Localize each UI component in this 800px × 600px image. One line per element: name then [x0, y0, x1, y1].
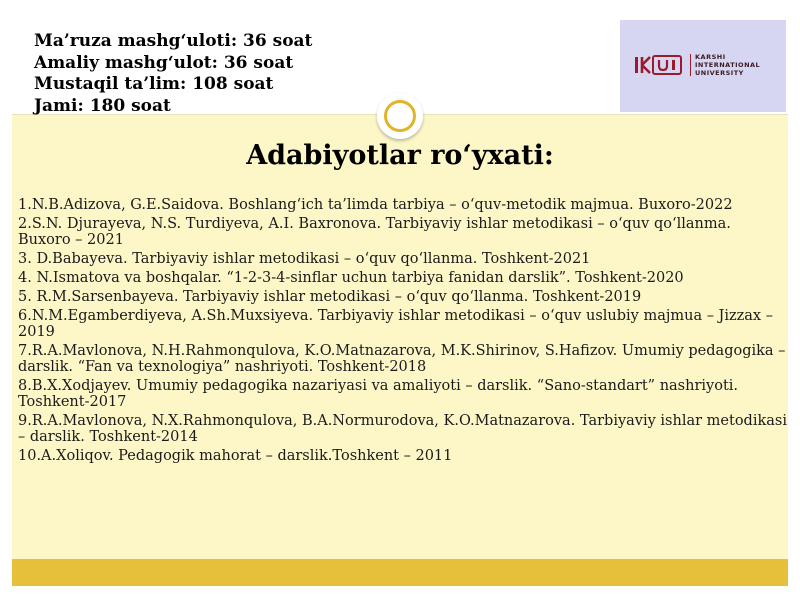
logo-line: KARSHI	[695, 53, 726, 61]
logo-line: UNIVERSITY	[695, 69, 744, 77]
footer-band	[12, 559, 788, 586]
list-item: 1.N.B.Adizova, G.E.Saidova. Boshlang‘ich ta’limda tarbiya – o‘quv-metodik majmua. Buxoro-2022	[18, 197, 733, 213]
practical-hours: Amaliy mashg‘ulot: 36 soat	[34, 52, 294, 73]
list-item: 6.N.M.Egamberdiyeva, A.Sh.Muxsiyeva. Tarbiyaviy ishlar metodikasi – o‘quv uslubiy majmua – Jizzax – 2019	[18, 308, 773, 341]
slide	[12, 14, 788, 586]
reference-list	[18, 198, 788, 468]
ring-ornament-inner	[384, 100, 416, 132]
list-item: 9.R.A.Mavlonova, N.X.Rahmonqulova, B.A.Normurodova, K.O.Matnazarova. Tarbiyaviy ishlar metodikasi – darslik. Toshkent-2014	[18, 412, 787, 445]
total-hours: Jami: 180 soat	[34, 95, 171, 116]
list-item: 5. R.M.Sarsenbayeva. Tarbiyaviy ishlar metodikasi – o‘quv qo‘llanma. Toshkent-2019	[18, 289, 642, 306]
logo-divider	[690, 54, 691, 76]
kiu-logo-icon	[634, 54, 684, 76]
ring-ornament	[377, 93, 423, 139]
list-item: 2.S.N. Djurayeva, N.S. Turdiyeva, A.I. Baxronova. Tarbiyaviy ishlar metodikasi – o‘quv qo‘llanma. Buxoro – 2021	[18, 216, 731, 248]
university-logo	[620, 20, 786, 112]
lecture-hours: Ma’ruza mashg‘uloti: 36 soat	[34, 31, 313, 51]
logo-wordmark	[695, 53, 760, 77]
list-item: 4. N.Ismatova va boshqalar. “1-2-3-4-sinflar uchun tarbiya fanidan darslik”. Toshkent-2020	[18, 270, 684, 287]
course-hours	[34, 31, 312, 117]
list-item: 8.B.X.Xodjayev. Umumiy pedagogika nazariyasi va amaliyoti – darslik. “Sano-standart” nashriyoti. Toshkent-2017	[18, 378, 739, 410]
list-item: 10.A.Xoliqov. Pedagogik mahorat – darslik.Toshkent – 2011	[18, 447, 453, 464]
page-title: Adabiyotlar ro‘yxati:	[246, 140, 554, 171]
list-item: 7.R.A.Mavlonova, N.H.Rahmonqulova, K.O.Matnazarova, M.K.Shirinov, S.Hafizov. Umumiy pedagogika – darslik. “Fan va texnologiya” nashriyoti. Toshkent-2018	[18, 343, 786, 375]
list-item: 3. D.Babayeva. Tarbiyaviy ishlar metodikasi – o‘quv qo‘llanma. Toshkent-2021	[18, 250, 591, 267]
logo-line: INTERNATIONAL	[695, 61, 761, 69]
independent-study-hours: Mustaqil ta’lim: 108 soat	[34, 74, 274, 94]
